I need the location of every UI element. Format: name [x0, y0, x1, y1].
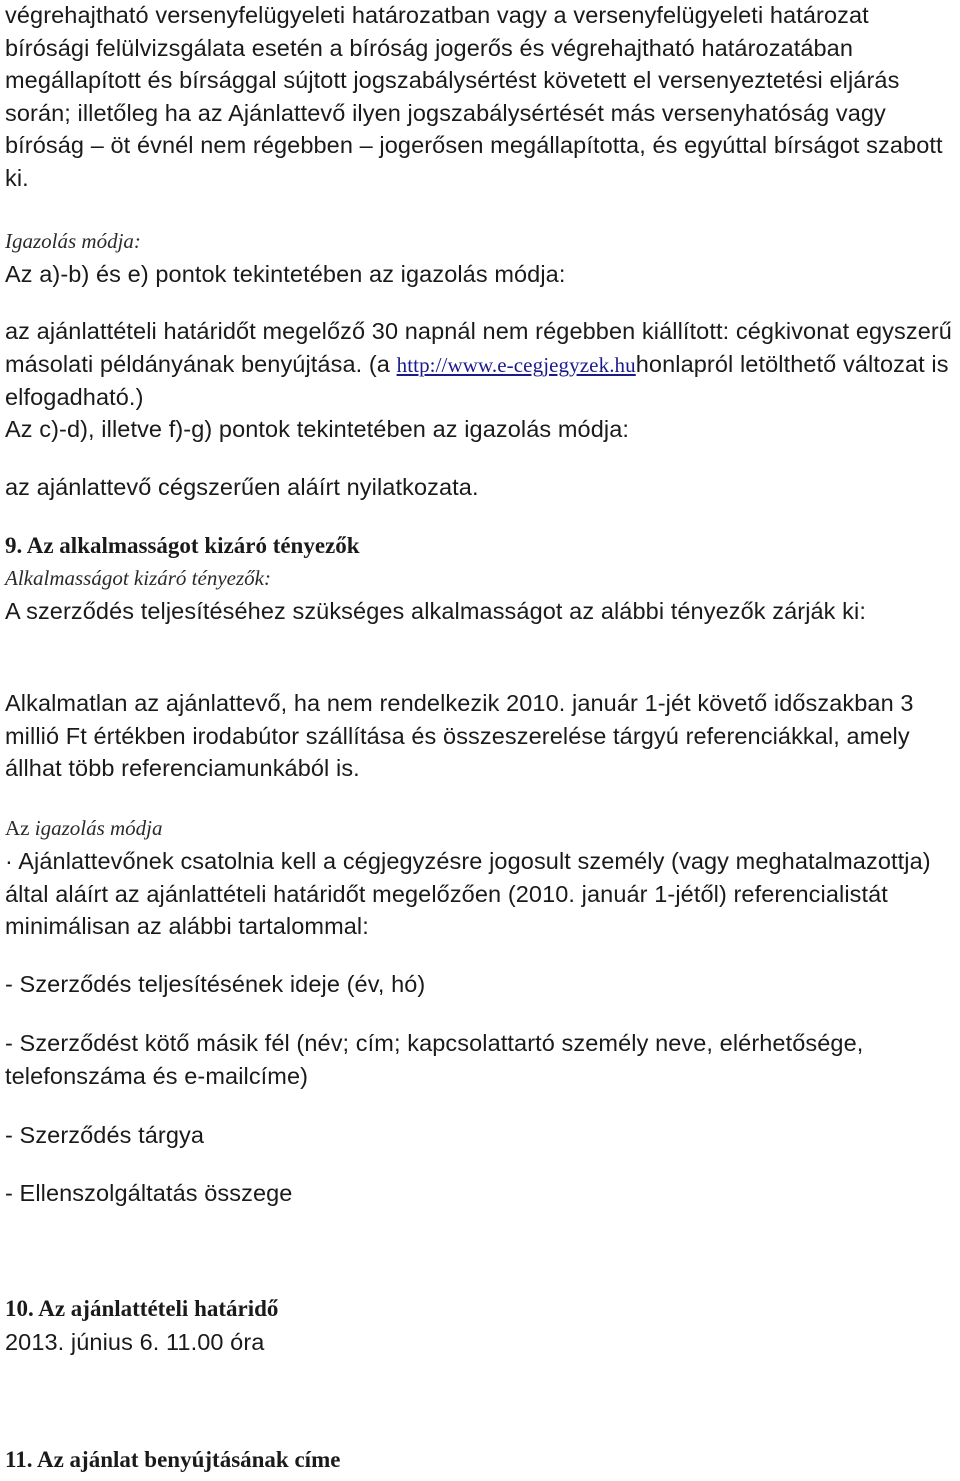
reference-item-2: - Szerződést kötő másik fél (név; cím; kapcsolattartó személy neve, elérhetősége, telefonszáma és e-mailcíme) [5, 1030, 864, 1089]
section-11-number: 11. [5, 1447, 33, 1472]
submission-deadline: 2013. június 6. 11.00 óra [5, 1329, 265, 1355]
e-cegjegyzek-link[interactable]: http://www.e-cegjegyzek.hu [396, 352, 636, 377]
company-extract-text-continued: honlapról letölthető változat is elfogadható.) [5, 350, 949, 410]
reference-item-3: - Szerződés tárgya [5, 1122, 205, 1148]
intro-paragraph: végrehajtható versenyfelügyeleti határozatban vagy a versenyfelügyeleti határozat bírósági felülvizsgálata esetén a bíróság jogerős és végrehajtható határozatában megállapított és bírsággal sújtott jogszabálysértést követett el versenyeztetési eljárás során; illetőleg ha az Ajánlattevő ilyen jogszabálysértését más versenyhatóság vagy bíróság – öt évnél nem régebben – jogerősen megállapította, és egyúttal bírságot szabott ki. [5, 2, 943, 191]
section-9-number: 9. [5, 533, 23, 558]
section-9-verify-label [5, 813, 955, 843]
section-9-title: Az alkalmasságot kizáró tényezők [26, 533, 360, 558]
company-extract-text: az ajánlattételi határidőt megelőző 30 napnál nem régebben kiállított: cégkivonat egyszerű másolati példányának benyújtása. (a [5, 318, 952, 377]
reference-list-bullet: · Ajánlattevőnek csatolnia kell a cégjegyzésre jogosult személy (vagy meghatalmazottja) által aláírt az ajánlattételi határidőt megelőzően (2010. január 1-jétől) referencialistát minimálisan az alábbi tartalommal: [5, 848, 931, 939]
declaration-line: az ajánlattevő cégszerűen aláírt nyilatkozata. [5, 474, 479, 500]
section-10-title: Az ajánlattételi határidő [38, 1296, 279, 1321]
section-9-intro: A szerződés teljesítéséhez szükséges alkalmasságot az alábbi tényezők zárják ki: [5, 598, 866, 624]
section-9-condition: Alkalmatlan az ajánlattevő, ha nem rendelkezik 2010. január 1-jét követő időszakban 3 millió Ft értékben irodabútor szállítása és összeszerelése tárgyú referenciákkal, amely állhat több referenciamunkából is. [5, 690, 914, 781]
section-10-number: 10. [5, 1296, 34, 1321]
verification-cd-fg-line: Az c)-d), illetve f)-g) pontok tekintetében az igazolás módja: [5, 416, 630, 442]
company-extract-paragraph [5, 315, 955, 414]
section-9-heading [5, 531, 955, 561]
section-9-label: Alkalmasságot kizáró tényezők: [5, 566, 271, 590]
section-10-heading [5, 1294, 955, 1324]
reference-item-1: - Szerződés teljesítésének ideje (év, hó) [5, 971, 426, 997]
section-9-verify-prefix: Az [5, 816, 30, 840]
verification-ab-e-line: Az a)-b) és e) pontok tekintetében az igazolás módja: [5, 261, 566, 287]
section-9-verify-label-text: igazolás módja [34, 816, 163, 840]
section-11-title: Az ajánlat benyújtásának címe [36, 1447, 341, 1472]
reference-item-4: - Ellenszolgáltatás összege [5, 1180, 293, 1206]
section-11-heading [5, 1445, 955, 1475]
verification-label: Igazolás módja: [5, 229, 141, 253]
